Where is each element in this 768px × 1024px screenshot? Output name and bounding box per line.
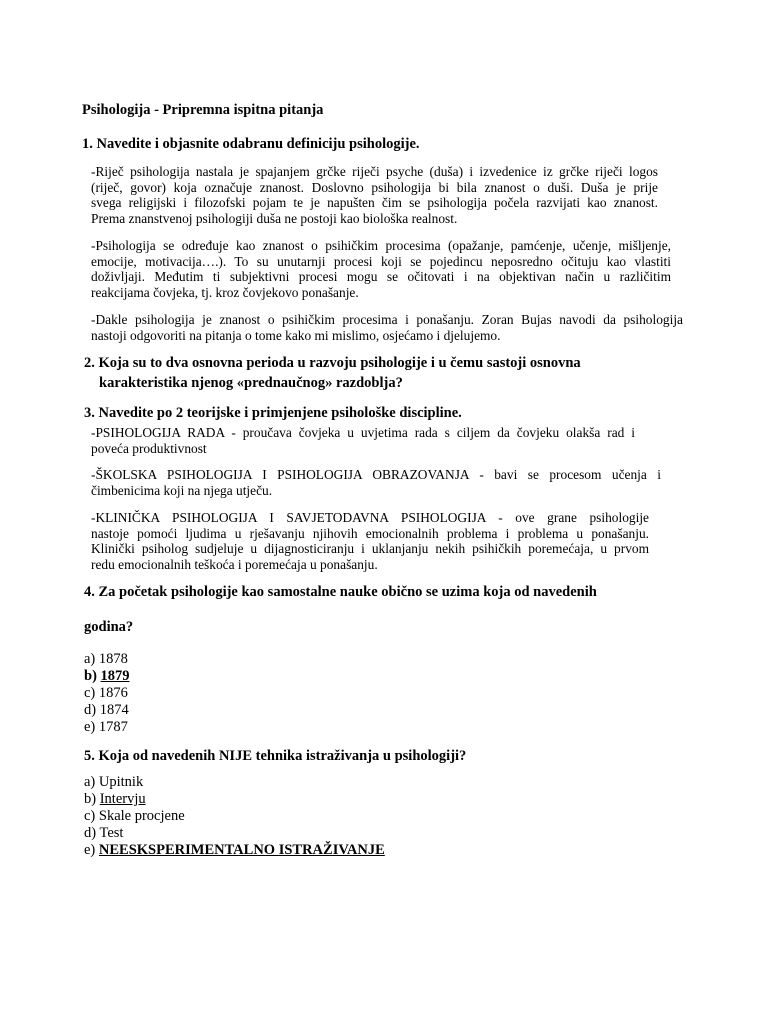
question-5-option-d	[84, 825, 123, 842]
option-text: Upitnik	[98, 774, 144, 790]
question-4-option-e	[84, 719, 128, 736]
option-letter: d)	[84, 825, 97, 841]
question-4-option-d	[84, 702, 129, 719]
question-1-paragraph-2	[91, 238, 671, 300]
question-1-heading: 1. Navedite i objasnite odabranu definiciju psihologije.	[82, 136, 420, 152]
paragraph-line: -KLINIČKA PSIHOLOGIJA I SAVJETODAVNA PSIHOLOGIJA - ove grane psihologije	[91, 510, 649, 525]
paragraph-line: -Riječ psihologija nastala je spajanjem grčke riječi psyche (duša) i izvedenice iz grčke riječi logos	[91, 164, 658, 179]
option-text: 1874	[99, 702, 129, 718]
question-2-line-2: karakteristika njenog «prednaučnog» razdoblja?	[99, 375, 403, 391]
option-text: 1876	[98, 685, 128, 701]
question-3-paragraph-3	[91, 510, 649, 572]
question-5-option-e-correct	[84, 842, 385, 859]
option-text-underlined: Intervju	[99, 791, 146, 807]
question-3-paragraph-2	[91, 467, 661, 498]
paragraph-line: reakcijama čovjeka, tj. kroz čovjekovo ponašanje.	[91, 284, 359, 300]
paragraph-line: emocije, motivacija….). To su unutarnji procesi koji se pojedincu neposredno očituju kao vlastiti	[91, 253, 671, 269]
option-letter: d)	[84, 702, 97, 718]
paragraph-line: Prema znanstvenoj psihologiji duša ne postoji kao biološka realnost.	[91, 210, 458, 226]
question-5-option-a	[84, 774, 143, 791]
paragraph-line: nastoji odgovoriti na pitanja o tome kako mi mislimo, osjećamo i djelujemo.	[91, 327, 501, 343]
document-title: Psihologija - Pripremna ispitna pitanja	[82, 102, 324, 118]
paragraph-line: -Psihologija se određuje kao znanost o psihičkim procesima (opažanje, pamćenje, učenje, mišljenje,	[91, 238, 671, 253]
option-text-underlined: 1879	[100, 668, 130, 684]
paragraph-line: doživljaji. Međutim ti subjektivni procesi mogu se očitovati i na objektivan način u različitim	[91, 269, 671, 285]
paragraph-line: svega religijski i filozofski pojam te je napušten čim se psihologija počela razvijati kao znanost.	[91, 195, 658, 211]
option-letter: b)	[84, 668, 97, 684]
option-letter: c)	[84, 808, 96, 824]
paragraph-line: (riječ, govor) koja označuje znanost. Doslovno psihologija bi bila znanost o duši. Duša je prije	[91, 179, 658, 195]
question-4-option-b-correct	[84, 668, 130, 685]
question-4-line-1: 4. Za početak psihologije kao samostalne nauke obično se uzima koja od navedenih	[84, 584, 597, 600]
option-text: Test	[99, 825, 124, 841]
question-1-paragraph-3	[91, 312, 683, 343]
option-letter: a)	[84, 651, 96, 667]
question-5-option-c	[84, 808, 185, 825]
option-text: Skale procjene	[98, 808, 185, 824]
question-4-line-2: godina?	[84, 619, 134, 635]
option-text-underlined: NEESKSPERIMENTALNO ISTRAŽIVANJE	[98, 842, 385, 858]
option-text: 1878	[98, 651, 128, 667]
paragraph-line: nastoje pomoći ljudima u rješavanju njihovih emocionalnih problema i problema u ponašanju.	[91, 525, 649, 541]
paragraph-line: redu emocionalnih teškoća i poremećaja u ponašanju.	[91, 556, 378, 572]
question-3-paragraph-1	[91, 425, 635, 456]
question-4-option-a	[84, 651, 128, 668]
option-letter: e)	[84, 719, 96, 735]
paragraph-line: -ŠKOLSKA PSIHOLOGIJA I PSIHOLOGIJA OBRAZOVANJA - bavi se procesom učenja i	[91, 467, 661, 482]
option-letter: c)	[84, 685, 96, 701]
option-letter: b)	[84, 791, 97, 807]
paragraph-line: Klinički psiholog sudjeluje u dijagnosticiranju i uklanjanju nekih psihičkih poremećaja, u prvom	[91, 541, 649, 557]
question-1-paragraph-1	[91, 164, 658, 226]
question-5-heading: 5. Koja od navedenih NIJE tehnika istraživanja u psihologiji?	[84, 748, 467, 764]
question-2-line-1: 2. Koja su to dva osnovna perioda u razvoju psihologije i u čemu sastoji osnovna	[84, 355, 581, 371]
option-letter: e)	[84, 842, 96, 858]
option-text: 1787	[98, 719, 128, 735]
paragraph-line: čimbenicima koji na njega utječu.	[91, 482, 273, 498]
paragraph-line: -Dakle psihologija je znanost o psihičkim procesima i ponašanju. Zoran Bujas navodi da psihologija	[91, 312, 683, 327]
question-3-heading: 3. Navedite po 2 teorijske i primjenjene psihološke discipline.	[84, 405, 462, 421]
question-5-option-b	[84, 791, 146, 808]
paragraph-line: -PSIHOLOGIJA RADA - proučava čovjeka u uvjetima rada s ciljem da čovjeku olakša rad i	[91, 425, 635, 440]
paragraph-line: poveća produktivnost	[91, 440, 207, 456]
option-letter: a)	[84, 774, 96, 790]
question-4-option-c	[84, 685, 128, 702]
